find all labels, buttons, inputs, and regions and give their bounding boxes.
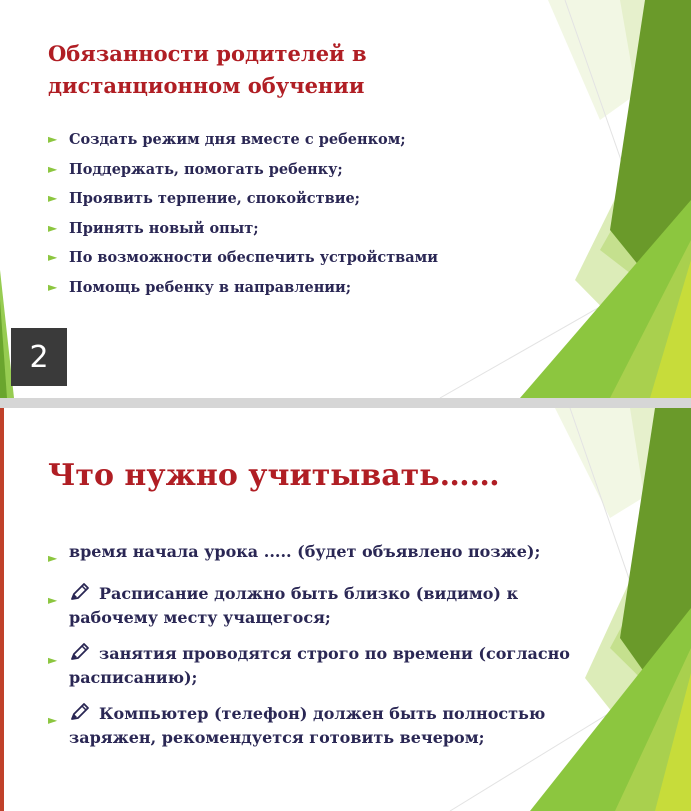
list-item-content — [69, 642, 578, 690]
triangle-bullet-icon: ► — [48, 250, 58, 264]
list-item — [48, 243, 438, 273]
triangle-bullet-icon: ► — [48, 191, 58, 205]
list-item — [48, 273, 438, 303]
slide-1-title: Обязанности родителей в дистанционном обучении — [48, 41, 367, 98]
slide-2[interactable] — [0, 408, 691, 811]
list-item-text: Расписание должно быть близко (видимо) к рабочему месту учащегося; — [69, 584, 519, 627]
triangle-bullet-icon: ► — [48, 132, 58, 146]
list-item — [48, 214, 438, 244]
triangle-bullet-icon: ► — [48, 713, 58, 727]
triangle-bullet-icon: ► — [48, 653, 58, 667]
list-item — [48, 702, 578, 750]
pencil-icon — [69, 582, 91, 602]
triangle-bullet-icon: ► — [48, 551, 58, 565]
list-item-text: занятия проводятся строго по времени (согласно расписанию); — [69, 644, 570, 687]
list-item-text: Помощь ребенку в направлении; — [69, 278, 352, 296]
pencil-icon — [69, 702, 91, 722]
list-item-text: Компьютер (телефон) должен быть полностью заряжен, рекомендуется готовить вечером; — [69, 704, 546, 747]
slide-2-title: Что нужно учитывать…… — [48, 458, 500, 493]
pencil-icon — [69, 642, 91, 662]
slide-1-bullet-list — [48, 125, 438, 302]
list-item-content — [69, 702, 578, 750]
list-item-text: Проявить терпение, спокойствие; — [69, 190, 361, 207]
triangle-bullet-icon: ► — [48, 161, 58, 176]
list-item-content — [69, 582, 578, 630]
list-item-text: время начала урока ..... (будет объявлено позже); — [69, 542, 541, 561]
triangle-bullet-icon: ► — [48, 279, 58, 294]
slide-number-badge[interactable]: 2 — [11, 328, 67, 386]
list-item — [48, 125, 438, 155]
list-item — [48, 184, 438, 214]
list-item-text: Создать режим дня вместе с ребенком; — [69, 131, 406, 148]
triangle-bullet-icon: ► — [48, 220, 58, 235]
list-item-text: По возможности обеспечить устройствами — [69, 249, 438, 266]
list-item — [48, 155, 438, 185]
list-item-text: Поддержать, помогать ребенку; — [69, 160, 343, 178]
slide-2-bullet-list — [48, 540, 578, 762]
slide-divider — [0, 398, 691, 408]
list-item — [48, 582, 578, 630]
slide-1[interactable] — [0, 0, 691, 398]
triangle-bullet-icon: ► — [48, 593, 58, 607]
list-item — [48, 642, 578, 690]
list-item — [48, 540, 578, 570]
list-item-text: Принять новый опыт; — [69, 219, 259, 237]
